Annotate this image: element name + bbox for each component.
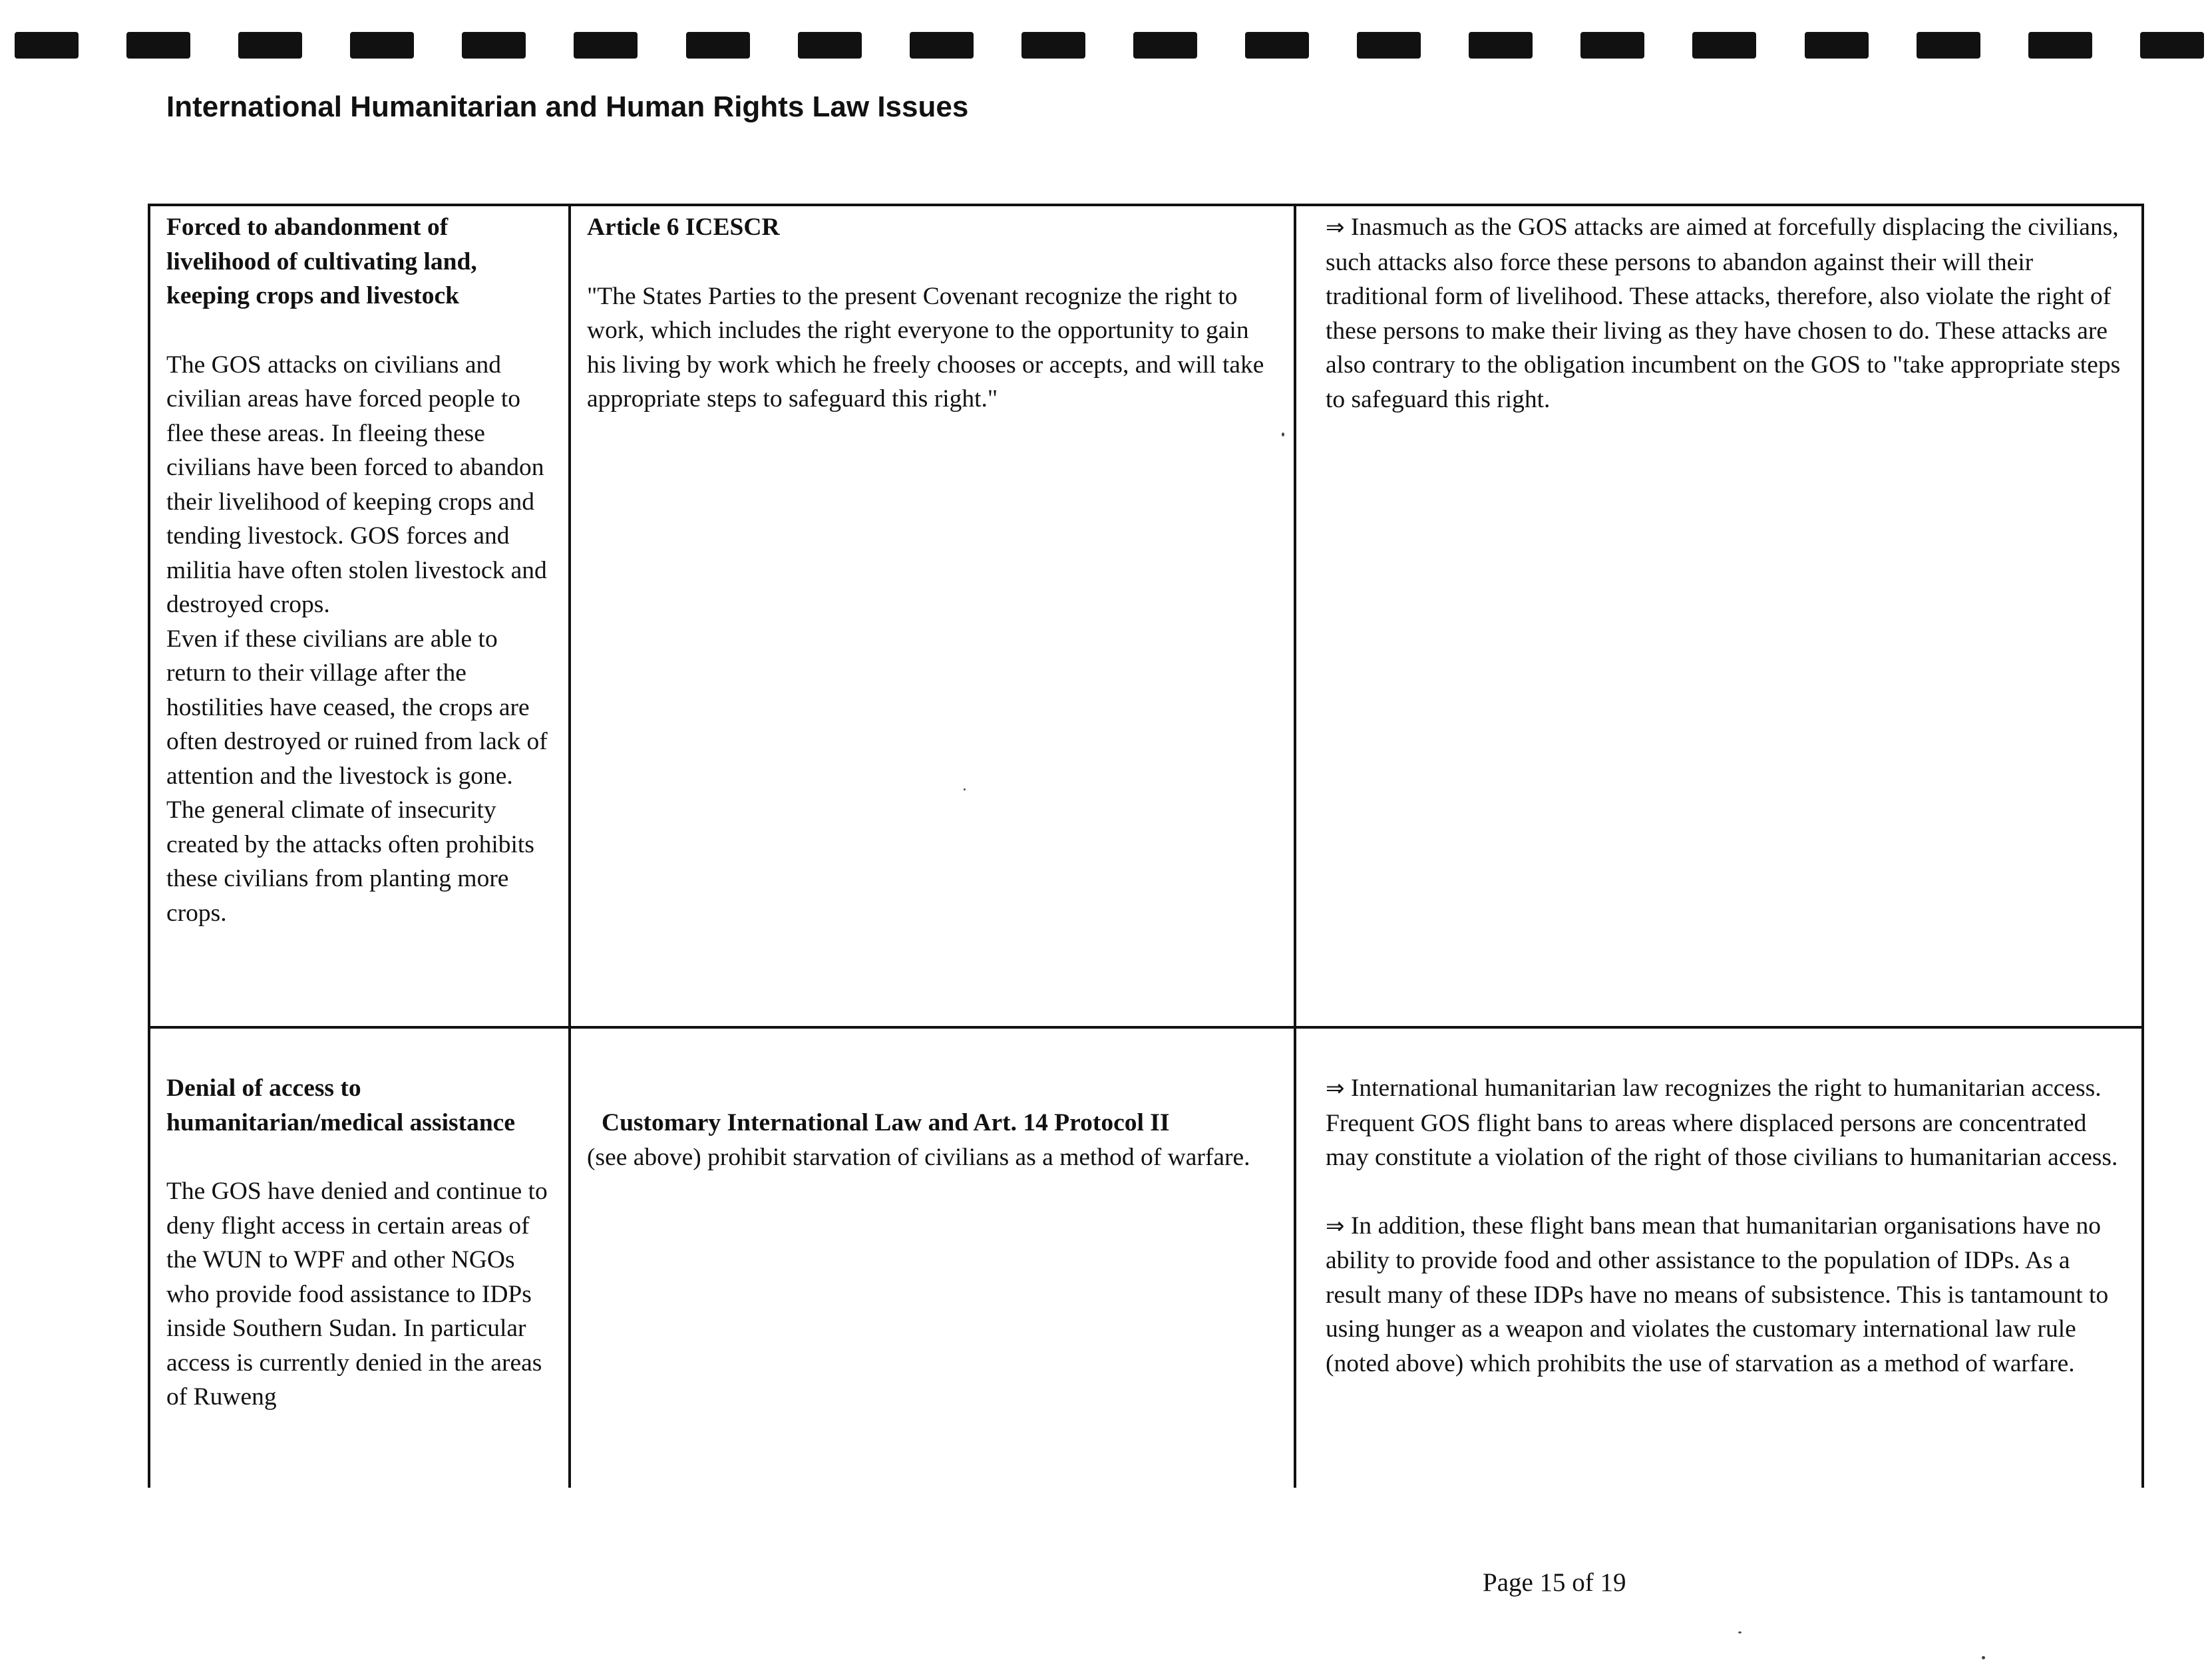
issue-title: Denial of access to humanitarian/medical assistance xyxy=(166,1075,515,1136)
law-issues-table xyxy=(148,204,2144,1488)
header-dash xyxy=(1357,32,1421,59)
header-dash xyxy=(1917,32,1980,59)
law-text: (see above) prohibit starvation of civilians as a method of warfare. xyxy=(587,1143,1250,1171)
header-dash xyxy=(686,32,750,59)
header-dash xyxy=(1021,32,1085,59)
header-dash xyxy=(1469,32,1533,59)
header-dash xyxy=(1133,32,1197,59)
header-dash xyxy=(2140,32,2204,59)
scan-speck xyxy=(964,788,966,790)
analysis-paragraph: ⇒ International humanitarian law recognizes the right to humanitarian access. Frequent GOS flight bans to areas where displaced persons are concentrated may constitute a violation of the right of those civilians to humanitarian access. xyxy=(1326,1075,2118,1171)
law-title: Customary International Law and Art. 14 Protocol II xyxy=(602,1109,1170,1136)
header-dash xyxy=(1580,32,1644,59)
scan-speck xyxy=(1982,1656,1985,1659)
law-text: "The States Parties to the present Covenant recognize the right to work, which includes the right everyone to the opportunity to gain his living by work which he freely chooses or accepts, and will take appropriate steps to safeguard this right." xyxy=(587,282,1264,413)
law-cell xyxy=(570,1027,1295,1488)
analysis-cell xyxy=(1295,1027,2143,1488)
page-title: International Humanitarian and Human Rights Law Issues xyxy=(166,90,969,123)
issue-title: Forced to abandonment of livelihood of cultivating land, keeping crops and livestock xyxy=(166,214,477,309)
header-dash xyxy=(910,32,974,59)
issue-paragraph: The GOS have denied and continue to deny flight access in certain areas of the WUN to WPF and other NGOs who provide food assistance to IDPs inside Southern Sudan. In particular access is currently denied in the areas of Ruweng xyxy=(166,1178,548,1411)
analysis-paragraph: ⇒ Inasmuch as the GOS attacks are aimed at forcefully displacing the civilians, such attacks also force these persons to abandon against their will their traditional form of livelihood. These attacks, therefore, also violate the right of these persons to make their living as they have chosen to do. These attacks are also contrary to the obligation incumbent on the GOS to "take appropriate steps to safeguard this right. xyxy=(1326,214,2121,413)
issue-paragraph: Even if these civilians are able to return to their village after the hostilities have ceased, the crops are often destroyed or ruined from lack of attention and the livestock is gone. The general climate of insecurity created by the attacks often prohibits these civilians from planting more crops. xyxy=(166,625,548,927)
double-arrow-right-icon: ⇒ xyxy=(1326,214,1345,241)
header-dash xyxy=(1245,32,1309,59)
double-arrow-right-icon: ⇒ xyxy=(1326,1212,1345,1240)
page-number: Page 15 of 19 xyxy=(1483,1568,1626,1597)
header-dash xyxy=(238,32,302,59)
header-dash xyxy=(15,32,79,59)
issue-cell xyxy=(149,205,570,1027)
header-dash xyxy=(798,32,862,59)
scan-speck xyxy=(1282,432,1284,436)
header-dash xyxy=(1692,32,1756,59)
law-title: Article 6 ICESCR xyxy=(587,214,780,241)
law-cell xyxy=(570,205,1295,1027)
header-dash xyxy=(350,32,414,59)
issue-cell xyxy=(149,1027,570,1488)
header-dash xyxy=(2028,32,2092,59)
header-dash-bar xyxy=(15,32,2204,59)
header-dash xyxy=(462,32,526,59)
header-dash xyxy=(1805,32,1869,59)
analysis-paragraph: ⇒ In addition, these flight bans mean that humanitarian organisations have no ability to provide food and other assistance to the population of IDPs. As a result many of these IDPs have no means of subsistence. This is tantamount to using hunger as a weapon and violates the customary international law rule (noted above) which prohibits the use of starvation as a method of warfare. xyxy=(1326,1212,2109,1377)
header-dash xyxy=(126,32,190,59)
header-dash xyxy=(574,32,638,59)
table-row xyxy=(149,205,2143,1027)
scan-speck xyxy=(1738,1631,1742,1633)
analysis-cell xyxy=(1295,205,2143,1027)
double-arrow-right-icon: ⇒ xyxy=(1326,1075,1345,1102)
table-row xyxy=(149,1027,2143,1488)
issue-paragraph: The GOS attacks on civilians and civilian areas have forced people to flee these areas. In fleeing these civilians have been forced to abandon their livelihood of keeping crops and tending livestock. GOS forces and militia have often stolen livestock and destroyed crops. xyxy=(166,351,547,618)
